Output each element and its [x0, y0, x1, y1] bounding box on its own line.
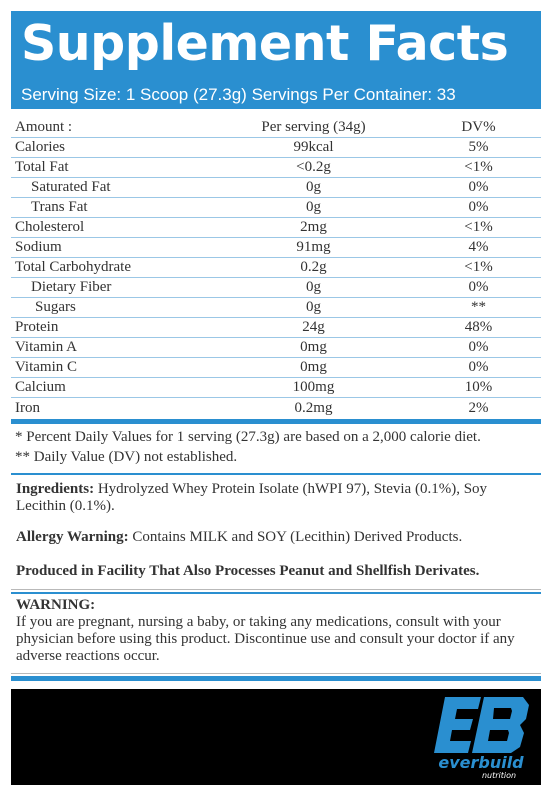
nutrient-dv: <1% [416, 258, 541, 278]
allergy-paragraph [16, 529, 536, 546]
divider-bar [11, 473, 541, 475]
nutrient-amount: 24g [211, 318, 416, 338]
percent-dv-footnote: * Percent Daily Values for 1 serving (27.3g) are based on a 2,000 calorie diet. [15, 429, 481, 445]
nutrient-amount: 0mg [211, 338, 416, 358]
table-row [11, 138, 541, 158]
nutrient-dv: 10% [416, 378, 541, 398]
serving-info: Serving Size: 1 Scoop (27.3g) Servings Per Container: 33 [21, 85, 456, 104]
warning-text: If you are pregnant, nursing a baby, or taking any medications, consult with your physician before using this product. Discontinue use and consult your doctor if any adverse reactions occur. [16, 614, 515, 664]
nutrient-amount: 0mg [211, 358, 416, 378]
supplement-facts-label [11, 11, 541, 683]
nutrient-amount: 0g [211, 278, 416, 298]
divider-bar [11, 592, 541, 594]
divider-bar [11, 419, 541, 424]
nutrient-name: Dietary Fiber [11, 278, 211, 298]
table-row [11, 398, 541, 418]
table-row [11, 338, 541, 358]
facts-header [11, 11, 541, 109]
table-row [11, 378, 541, 398]
table-row [11, 278, 541, 298]
table-row [11, 198, 541, 218]
table-row [11, 158, 541, 178]
nutrient-amount: 0.2g [211, 258, 416, 278]
amount-header: Amount : [11, 118, 211, 138]
nutrient-name: Calories [11, 138, 211, 158]
eb-monogram [434, 697, 529, 753]
dv-not-established-footnote: ** Daily Value (DV) not established. [15, 449, 238, 465]
nutrient-name: Sodium [11, 238, 211, 258]
warning-title: WARNING: [16, 597, 96, 613]
dv-header: DV% [416, 118, 541, 138]
nutrient-dv: 0% [416, 178, 541, 198]
nutrition-table [11, 118, 541, 418]
nutrient-amount: 99kcal [211, 138, 416, 158]
nutrient-name: Saturated Fat [11, 178, 211, 198]
facility-note: Produced in Facility That Also Processes Peanut and Shellfish Derivates. [16, 563, 480, 579]
table-row [11, 238, 541, 258]
nutrient-name: Iron [15, 399, 40, 416]
nutrient-amount: 100mg [211, 378, 416, 398]
nutrient-name: Calcium [11, 378, 211, 398]
brand-name: everbuild [438, 753, 524, 772]
nutrient-name: Cholesterol [11, 218, 211, 238]
table-header-row [11, 118, 541, 138]
nutrient-name: Trans Fat [11, 198, 211, 218]
nutrient-amount: 2mg [211, 218, 416, 238]
nutrient-amount: 0g [211, 198, 416, 218]
nutrient-dv: 5% [416, 138, 541, 158]
nutrient-dv: 2% [468, 399, 489, 416]
nutrient-name: Protein [11, 318, 211, 338]
nutrient-name: Vitamin A [11, 338, 211, 358]
table-row [11, 178, 541, 198]
facts-title: Supplement Facts [21, 15, 509, 72]
table-row [11, 318, 541, 338]
nutrient-name: Vitamin C [11, 358, 211, 378]
nutrient-amount: <0.2g [211, 158, 416, 178]
table-row [11, 218, 541, 238]
divider-line [11, 589, 541, 590]
table-row [11, 358, 541, 378]
everbuild-logo [431, 695, 531, 781]
nutrient-name: Total Carbohydrate [11, 258, 211, 278]
ingredients-paragraph [16, 481, 536, 515]
nutrient-dv: 4% [416, 238, 541, 258]
table-row [11, 258, 541, 278]
nutrient-dv: 0% [416, 358, 541, 378]
nutrient-amount: 91mg [211, 238, 416, 258]
allergy-text: Contains MILK and SOY (Lecithin) Derived Products. [128, 529, 463, 545]
divider-line [11, 673, 541, 674]
nutrient-dv: <1% [416, 218, 541, 238]
allergy-label: Allergy Warning: [16, 529, 129, 545]
nutrient-dv: <1% [416, 158, 541, 178]
nutrient-dv: 48% [416, 318, 541, 338]
ingredients-text: Hydrolyzed Whey Protein Isolate (hWPI 97), Stevia (0.1%), Soy Lecithin (0.1%). [16, 481, 488, 514]
nutrient-dv: ** [416, 298, 541, 318]
divider-bar [11, 676, 541, 681]
nutrient-dv: 0% [416, 338, 541, 358]
nutrient-amount: 0g [211, 178, 416, 198]
nutrient-dv: 0% [416, 278, 541, 298]
nutrient-dv: 0% [416, 198, 541, 218]
nutrient-name: Total Fat [11, 158, 211, 178]
nutrient-amount: 0g [211, 298, 416, 318]
nutrient-name: Sugars [11, 298, 211, 318]
nutrient-amount: 0.2mg [294, 399, 333, 416]
table-row [11, 298, 541, 318]
brand-tagline: nutrition [481, 771, 517, 780]
per-serving-header: Per serving (34g) [211, 118, 416, 138]
brand-footer [11, 689, 541, 785]
ingredients-label: Ingredients: [16, 481, 95, 497]
